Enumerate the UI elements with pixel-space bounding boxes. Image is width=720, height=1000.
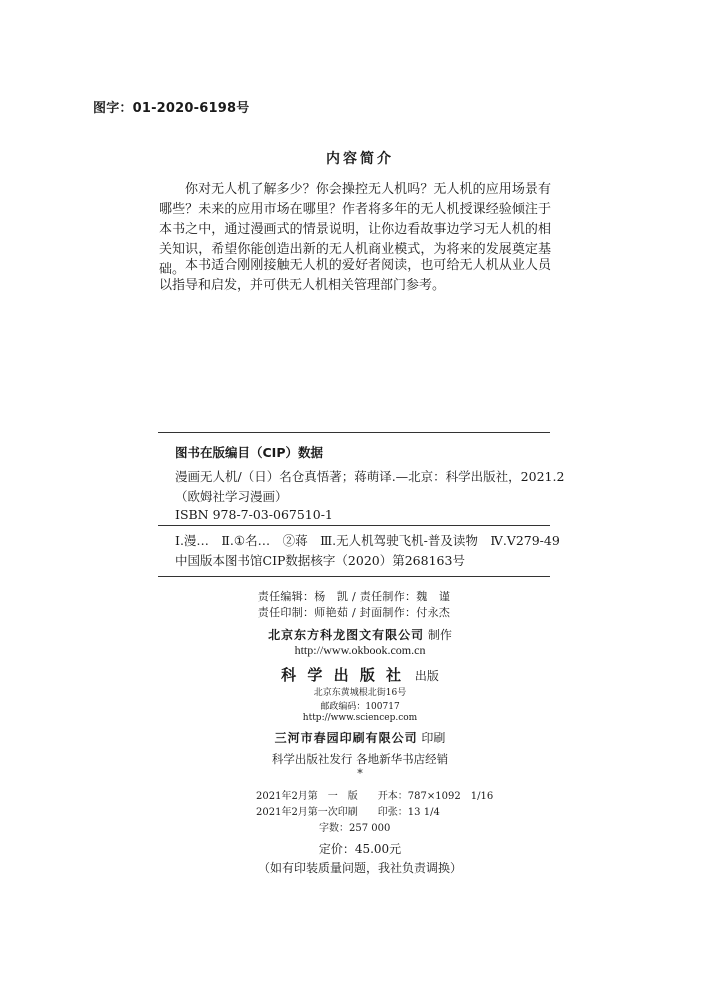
publisher-name: 科 学 出 版 社 <box>281 666 405 684</box>
publisher-address: 北京东黄城根北街16号 <box>313 688 407 698</box>
production-url: http://www.okbook.com.cn <box>294 643 426 657</box>
summary-paragraph-1: 你对无人机了解多少？你会操控无人机吗？无人机的应用场景有哪些？未来的应用市场在哪里？作者将多年的无人机授课经验倾注于本书之中，通过漫画式的情景说明，让你边看故事边学习无人机的相关知识，希望你能创造出新的无人机商业模式，为将来的发展奠定基础。 <box>159 182 551 277</box>
copyright-register-number: 图字：01-2020-6198号 <box>93 101 250 116</box>
cip-entry: 漫画无人机/（日）名仓真悟著；蒋萌译.—北京：科学出版社，2021.2 <box>175 469 565 484</box>
price: 定价：45.00元 <box>318 842 402 856</box>
distribution-line: 科学出版社发行 各地新华书店经销 <box>271 752 449 766</box>
summary-title: 内容简介 <box>326 151 394 167</box>
cip-classification: Ⅰ.漫… Ⅱ.①名… ②蒋 Ⅲ.无人机驾驶飞机-普及读物 Ⅳ.V279-49 <box>175 533 560 548</box>
quality-notice: （如有印装质量问题，我社负责调换） <box>257 861 462 875</box>
publisher-line <box>0 664 720 685</box>
summary-paragraph-2: 本书适合刚刚接触无人机的爱好者阅读，也可给无人机从业人员以指导和启发，并可供无人机相关管理部门参考。 <box>159 258 551 293</box>
cip-isbn: ISBN 978-7-03-067510-1 <box>175 507 333 522</box>
printer-line <box>0 729 720 746</box>
printer-name: 三河市春园印刷有限公司 <box>274 731 418 745</box>
publisher-url: http://www.sciencep.com <box>302 713 418 723</box>
credits-editor-line: 责任编辑：杨 凯 / 责任制作：魏 谨 <box>257 590 451 603</box>
separator-star: * <box>357 767 363 780</box>
production-role: 制作 <box>427 628 452 642</box>
printer-role: 印刷 <box>421 731 446 745</box>
cip-heading: 图书在版编目（CIP）数据 <box>175 445 323 460</box>
production-company: 北京东方科龙图文有限公司 <box>268 628 425 642</box>
cip-bottom-rule <box>158 576 550 577</box>
publisher-role: 出版 <box>414 669 439 683</box>
production-line <box>0 626 720 643</box>
publisher-postcode: 邮政编码：100717 <box>320 702 400 712</box>
credits-printing-line: 责任印制：师艳茹 / 封面制作：付永杰 <box>257 606 451 619</box>
imprint-word-count: 字数：257 000 <box>319 823 391 834</box>
cip-number: 中国版本图书馆CIP数据核字（2020）第268163号 <box>175 553 465 568</box>
cip-series: （欧姆社学习漫画） <box>175 489 288 504</box>
imprint-printing: 2021年2月第一次印刷 印张：13 1/4 <box>256 807 440 818</box>
imprint-edition: 2021年2月第 一 版 开本：787×1092 1/16 <box>256 791 494 802</box>
cip-top-rule <box>158 432 550 433</box>
cip-middle-rule <box>158 525 550 526</box>
